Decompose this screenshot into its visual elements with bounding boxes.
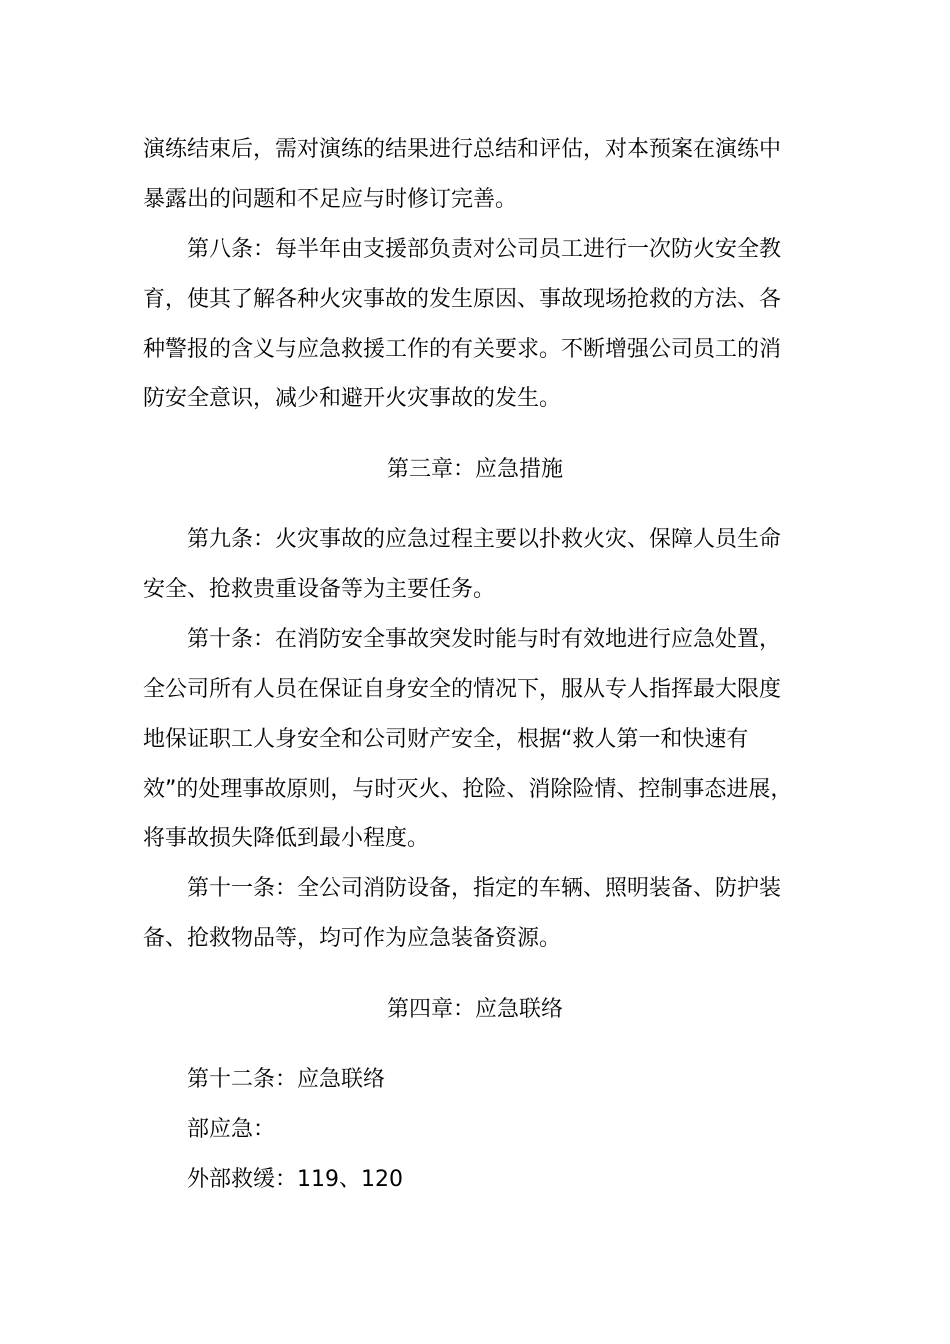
article-12-line: 第十二条：应急联络: [187, 1067, 386, 1092]
chapter-4-heading: 第四章：应急联络: [386, 997, 563, 1022]
paragraph-line: 安全、抢救贵重设备等为主要任务。: [143, 577, 496, 602]
paragraph-line: 育，使其了解各种火灾事故的发生原因、事故现场抢救的方法、各: [143, 287, 782, 312]
article-10-line: 第十条：在消防安全事故突发时能与时有效地进行应急处置，: [187, 627, 782, 652]
article-8-line: 第八条：每半年由支援部负责对公司员工进行一次防火安全教: [187, 237, 782, 262]
paragraph-line: 将事故损失降低到最小程度。: [143, 826, 430, 851]
paragraph-line: 全公司所有人员在保证自身安全的情况下，服从专人指挥最大限度: [143, 677, 782, 702]
internal-contact-line: 部应急：: [187, 1117, 276, 1142]
paragraph-line: 备、抢救物品等，均可作为应急装备资源。: [143, 926, 562, 951]
paragraph-line: 防安全意识，减少和避开火灾事故的发生。: [143, 386, 562, 411]
article-11-line: 第十一条：全公司消防设备，指定的车辆、照明装备、防护装: [187, 876, 782, 901]
paragraph-line: 地保证职工人身安全和公司财产安全，根据“救人第一和快速有: [143, 727, 749, 752]
paragraph-line: 效”的处理事故原则，与时灭火、抢险、消除险情、控制事态进展，: [143, 777, 793, 802]
paragraph-line: 种警报的含义与应急救援工作的有关要求。不断增强公司员工的消: [143, 337, 782, 362]
chapter-3-heading: 第三章：应急措施: [386, 457, 563, 482]
paragraph-line: 暴露出的问题和不足应与时修订完善。: [143, 187, 518, 212]
article-9-line: 第九条：火灾事故的应急过程主要以扑救火灾、保障人员生命: [187, 527, 782, 552]
external-rescue-line: 外部救缓：119、120: [187, 1167, 403, 1192]
paragraph-line: 演练结束后，需对演练的结果进行总结和评估，对本预案在演练中: [143, 137, 782, 162]
